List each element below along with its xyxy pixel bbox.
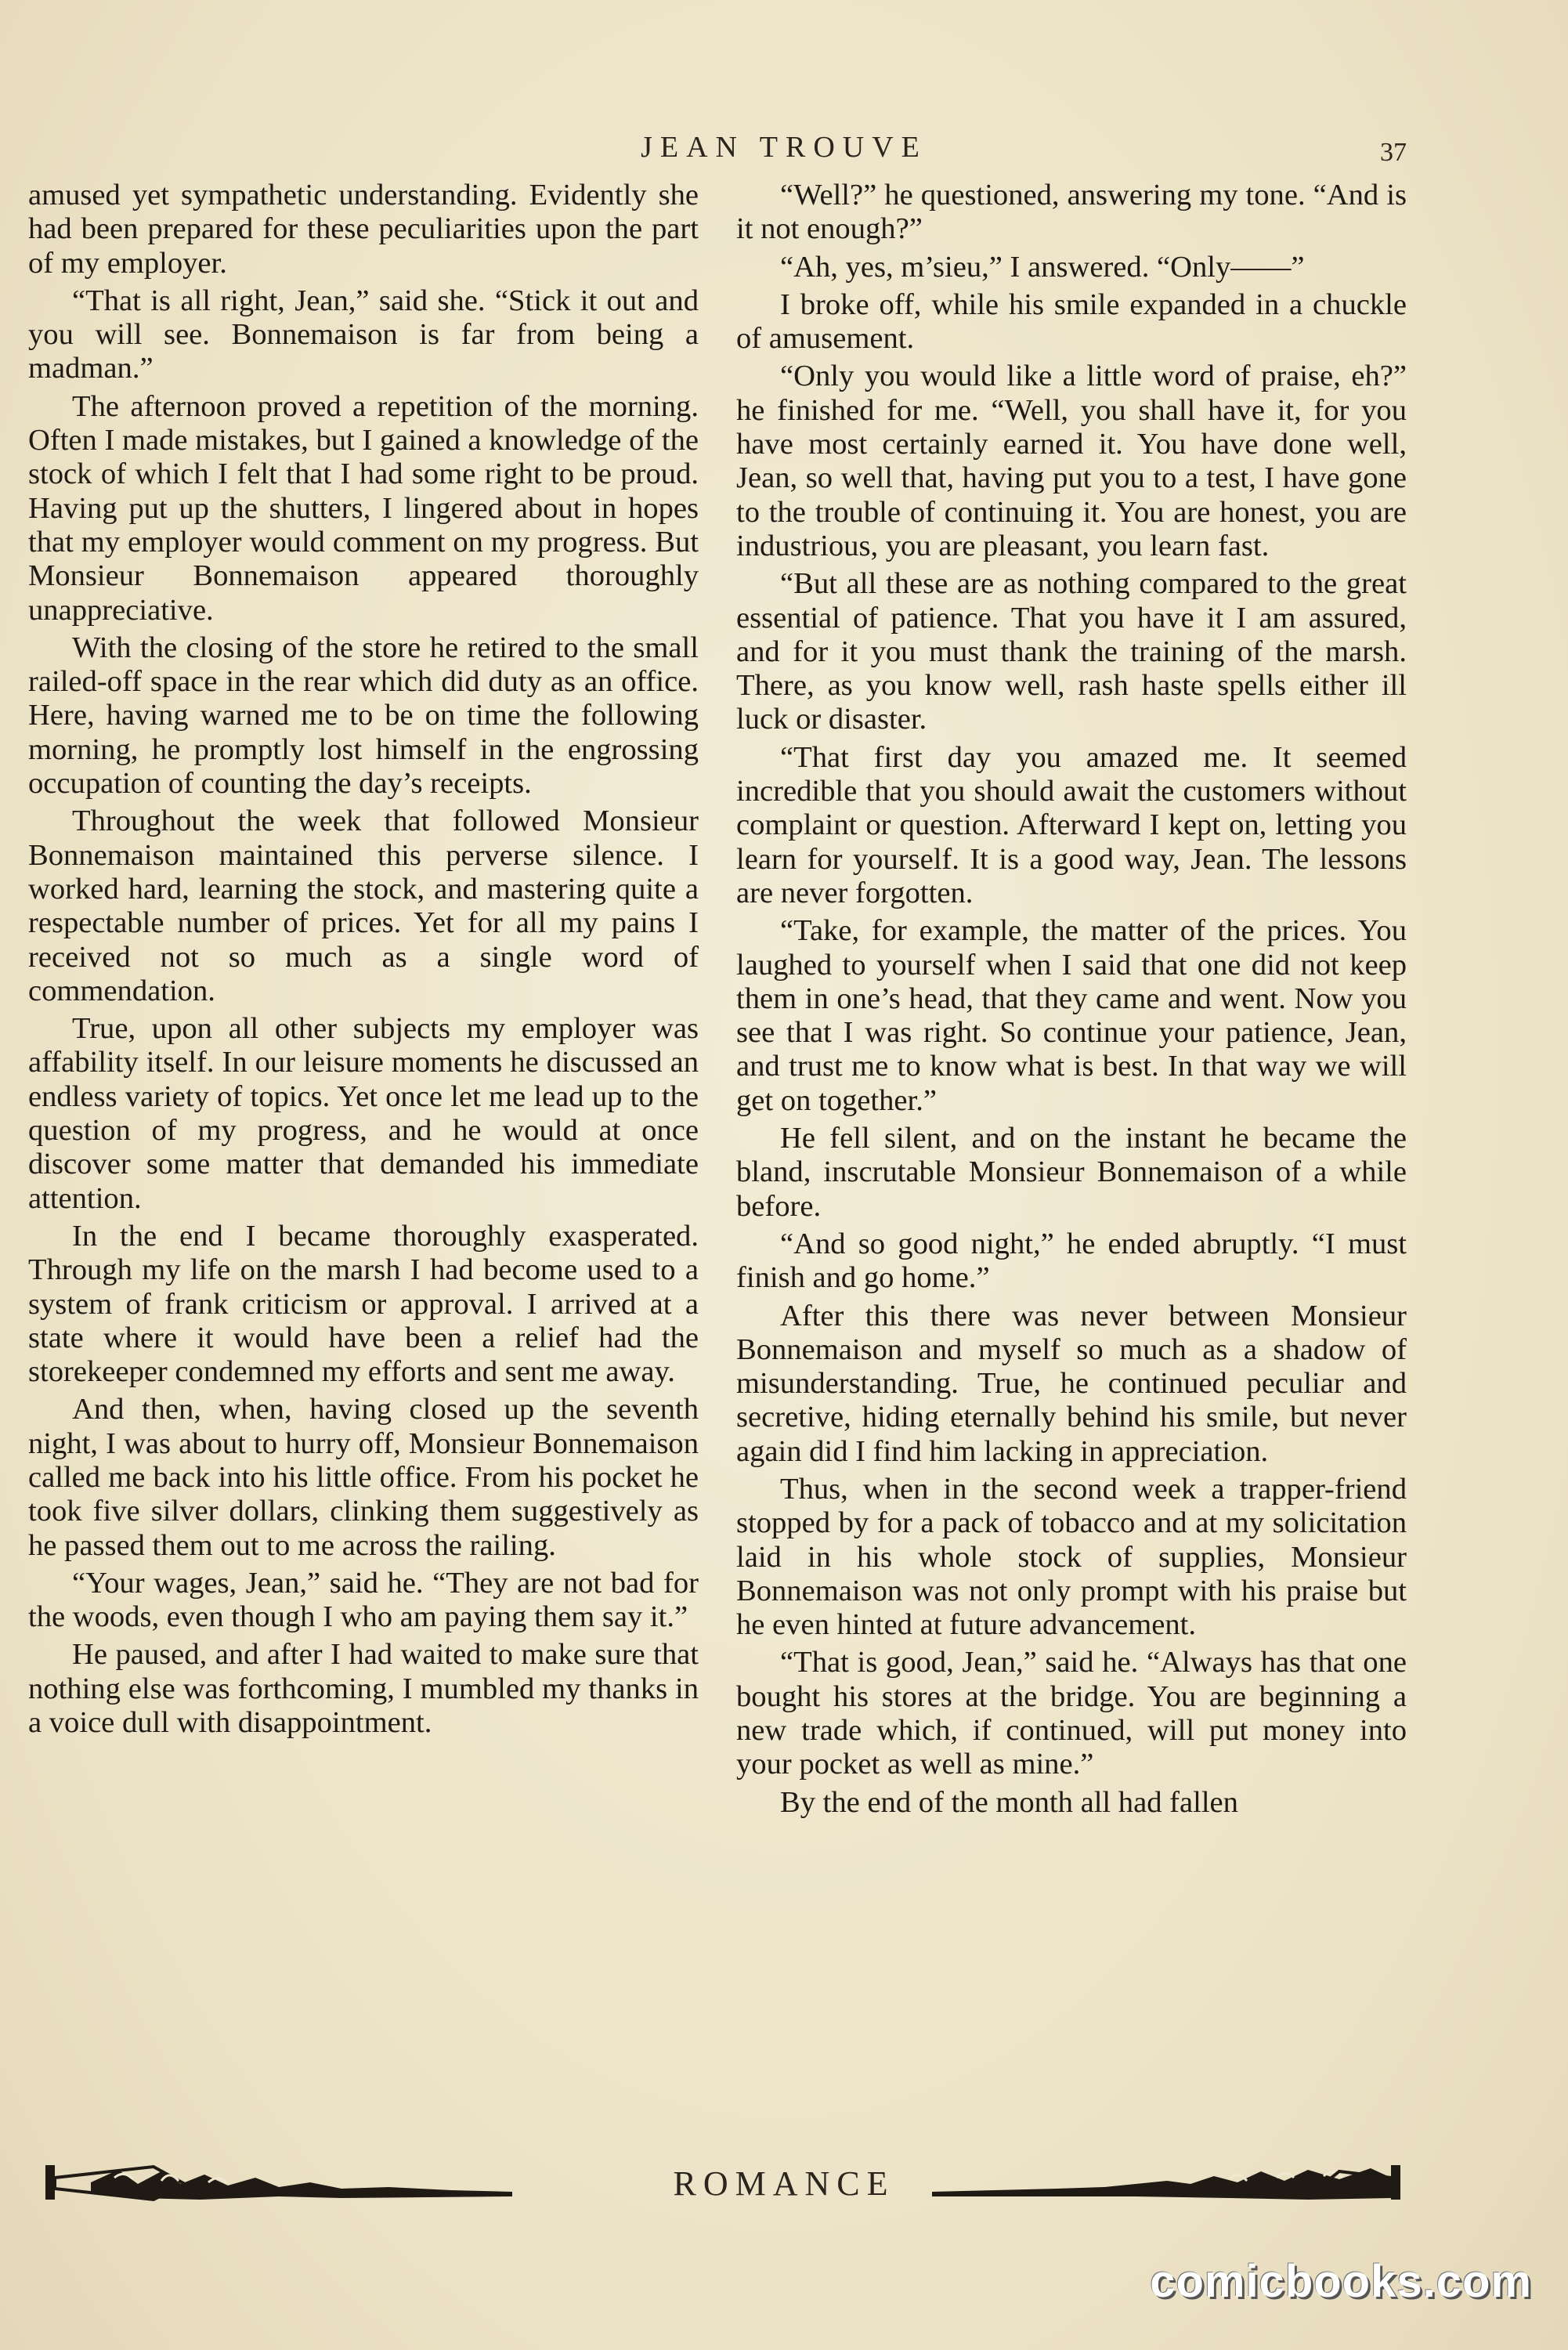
page-number: 37 — [1380, 138, 1407, 167]
paragraph: True, upon all other subjects my employer was affability itself. In our leisure moments he discussed an endless variety of topics. Yet once let me lead up to the question of my progress, and he would at once discover some matter that demanded his immediate attention. — [28, 1012, 699, 1215]
paragraph: In the end I became thoroughly exasperated. Through my life on the marsh I had become used to a system of frank criticism or approval. I arrived at a state where it would have been a relief had the storekeeper condemned my efforts and sent me away. — [28, 1219, 699, 1389]
paragraph: With the closing of the store he retired to the small railed-off space in the rear which did duty as an office. Here, having warned me to be on time the following morning, he promptly lost himself in the engrossing occupation of counting the day’s receipts. — [28, 631, 699, 801]
paragraph: “And so good night,” he ended abruptly. “I must finish and go home.” — [736, 1227, 1407, 1295]
paragraph: “Take, for example, the matter of the prices. You laughed to yourself when I said that one did not keep them in one’s head, that they came and went. Now you see that I was right. So continue your patience, Jean, and trust me to know what is best. In that way we will get on together.” — [736, 914, 1407, 1117]
paragraph: Thus, when in the second week a trapper-friend stopped by for a pack of tobacco and at my solicitation laid in his whole stock of supplies, Monsieur Bonnemaison was not only prompt with his praise but he even hinted at future advancement. — [736, 1472, 1407, 1642]
paragraph: He paused, and after I had waited to make sure that nothing else was forthcoming, I mumbled my thanks in a voice dull with disappointment. — [28, 1638, 699, 1740]
paragraph: Throughout the week that followed Monsieur Bonnemaison maintained this perverse silence. I worked hard, learning the stock, and mastering quite a respectable number of prices. Yet for all my pains I received not so much as a single word of commendation. — [28, 804, 699, 1007]
magazine-title: ROMANCE — [673, 2164, 895, 2203]
paragraph: “That is good, Jean,” said he. “Always has that one bought his stores at the bridge. You are beginning a new trade which, if continued, will put money into your pocket as well as mine.” — [736, 1646, 1407, 1781]
running-title: JEAN TROUVE — [641, 131, 927, 164]
paragraph: amused yet sympathetic understanding. Evidently she had been prepared for these peculiarities upon the part of my employer. — [28, 179, 699, 280]
paragraph: “That first day you amazed me. It seemed incredible that you should await the customers without complaint or question. Afterward I kept on, letting you learn for yourself. It is a good way, Jean. The lessons are never forgotten. — [736, 740, 1407, 909]
decorative-ornament-right — [932, 2160, 1402, 2204]
page-footer — [0, 2157, 1568, 2212]
paragraph: “Ah, yes, m’sieu,” I answered. “Only——” — [780, 250, 1305, 284]
paragraph: And then, when, having closed up the seventh night, I was about to hurry off, Monsieur Bonnemaison called me back into his little office. From his pocket he took five silver dollars, clinking them suggestively as he passed them out to me across the railing. — [28, 1393, 699, 1562]
paragraph: He fell silent, and on the instant he became the bland, inscrutable Monsieur Bonnemaison of a while before. — [736, 1122, 1407, 1223]
paragraph: “Well?” he questioned, answering my tone. “And is it not enough?” — [736, 179, 1407, 246]
paragraph: The afternoon proved a repetition of the morning. Often I made mistakes, but I gained a knowledge of the stock of which I felt that I had some right to be proud. Having put up the shutters, I lingered about in hopes that my employer would comment on my progress. But Monsieur Bonnemaison appeared thoroughly unappreciative. — [28, 389, 699, 627]
paragraph: “That is all right, Jean,” said she. “Stick it out and you will see. Bonnemaison is far from being a madman.” — [28, 284, 699, 385]
paragraph: “But all these are as nothing compared to the great essential of patience. That you have it I am assured, and for it you must thank the training of the marsh. There, as you know well, rash haste spells either ill luck or disaster. — [736, 567, 1407, 736]
paragraph: By the end of the month all had fallen — [780, 1785, 1238, 1819]
paragraph: “Only you would like a little word of praise, eh?” he finished for me. “Well, you shall have it, for you have most certainly earned it. You have done well, Jean, so well that, having put you to a test, I have gone to the trouble of continuing it. You are honest, you are industrious, you are pleasant, you learn fast. — [736, 360, 1407, 562]
paragraph: “Your wages, Jean,” said he. “They are not bad for the woods, even though I who am paying them say it.” — [28, 1566, 699, 1634]
right-column — [736, 179, 1407, 1820]
site-watermark: comicbooks.com — [1150, 2256, 1532, 2307]
left-column — [28, 179, 699, 1740]
paragraph: I broke off, while his smile expanded in a chuckle of amusement. — [736, 287, 1407, 356]
paragraph: After this there was never between Monsieur Bonnemaison and myself so much as a shadow of misunderstanding. True, he continued peculiar and secretive, hiding eternally behind his smile, but never again did I find him lacking in appreciation. — [736, 1299, 1407, 1468]
